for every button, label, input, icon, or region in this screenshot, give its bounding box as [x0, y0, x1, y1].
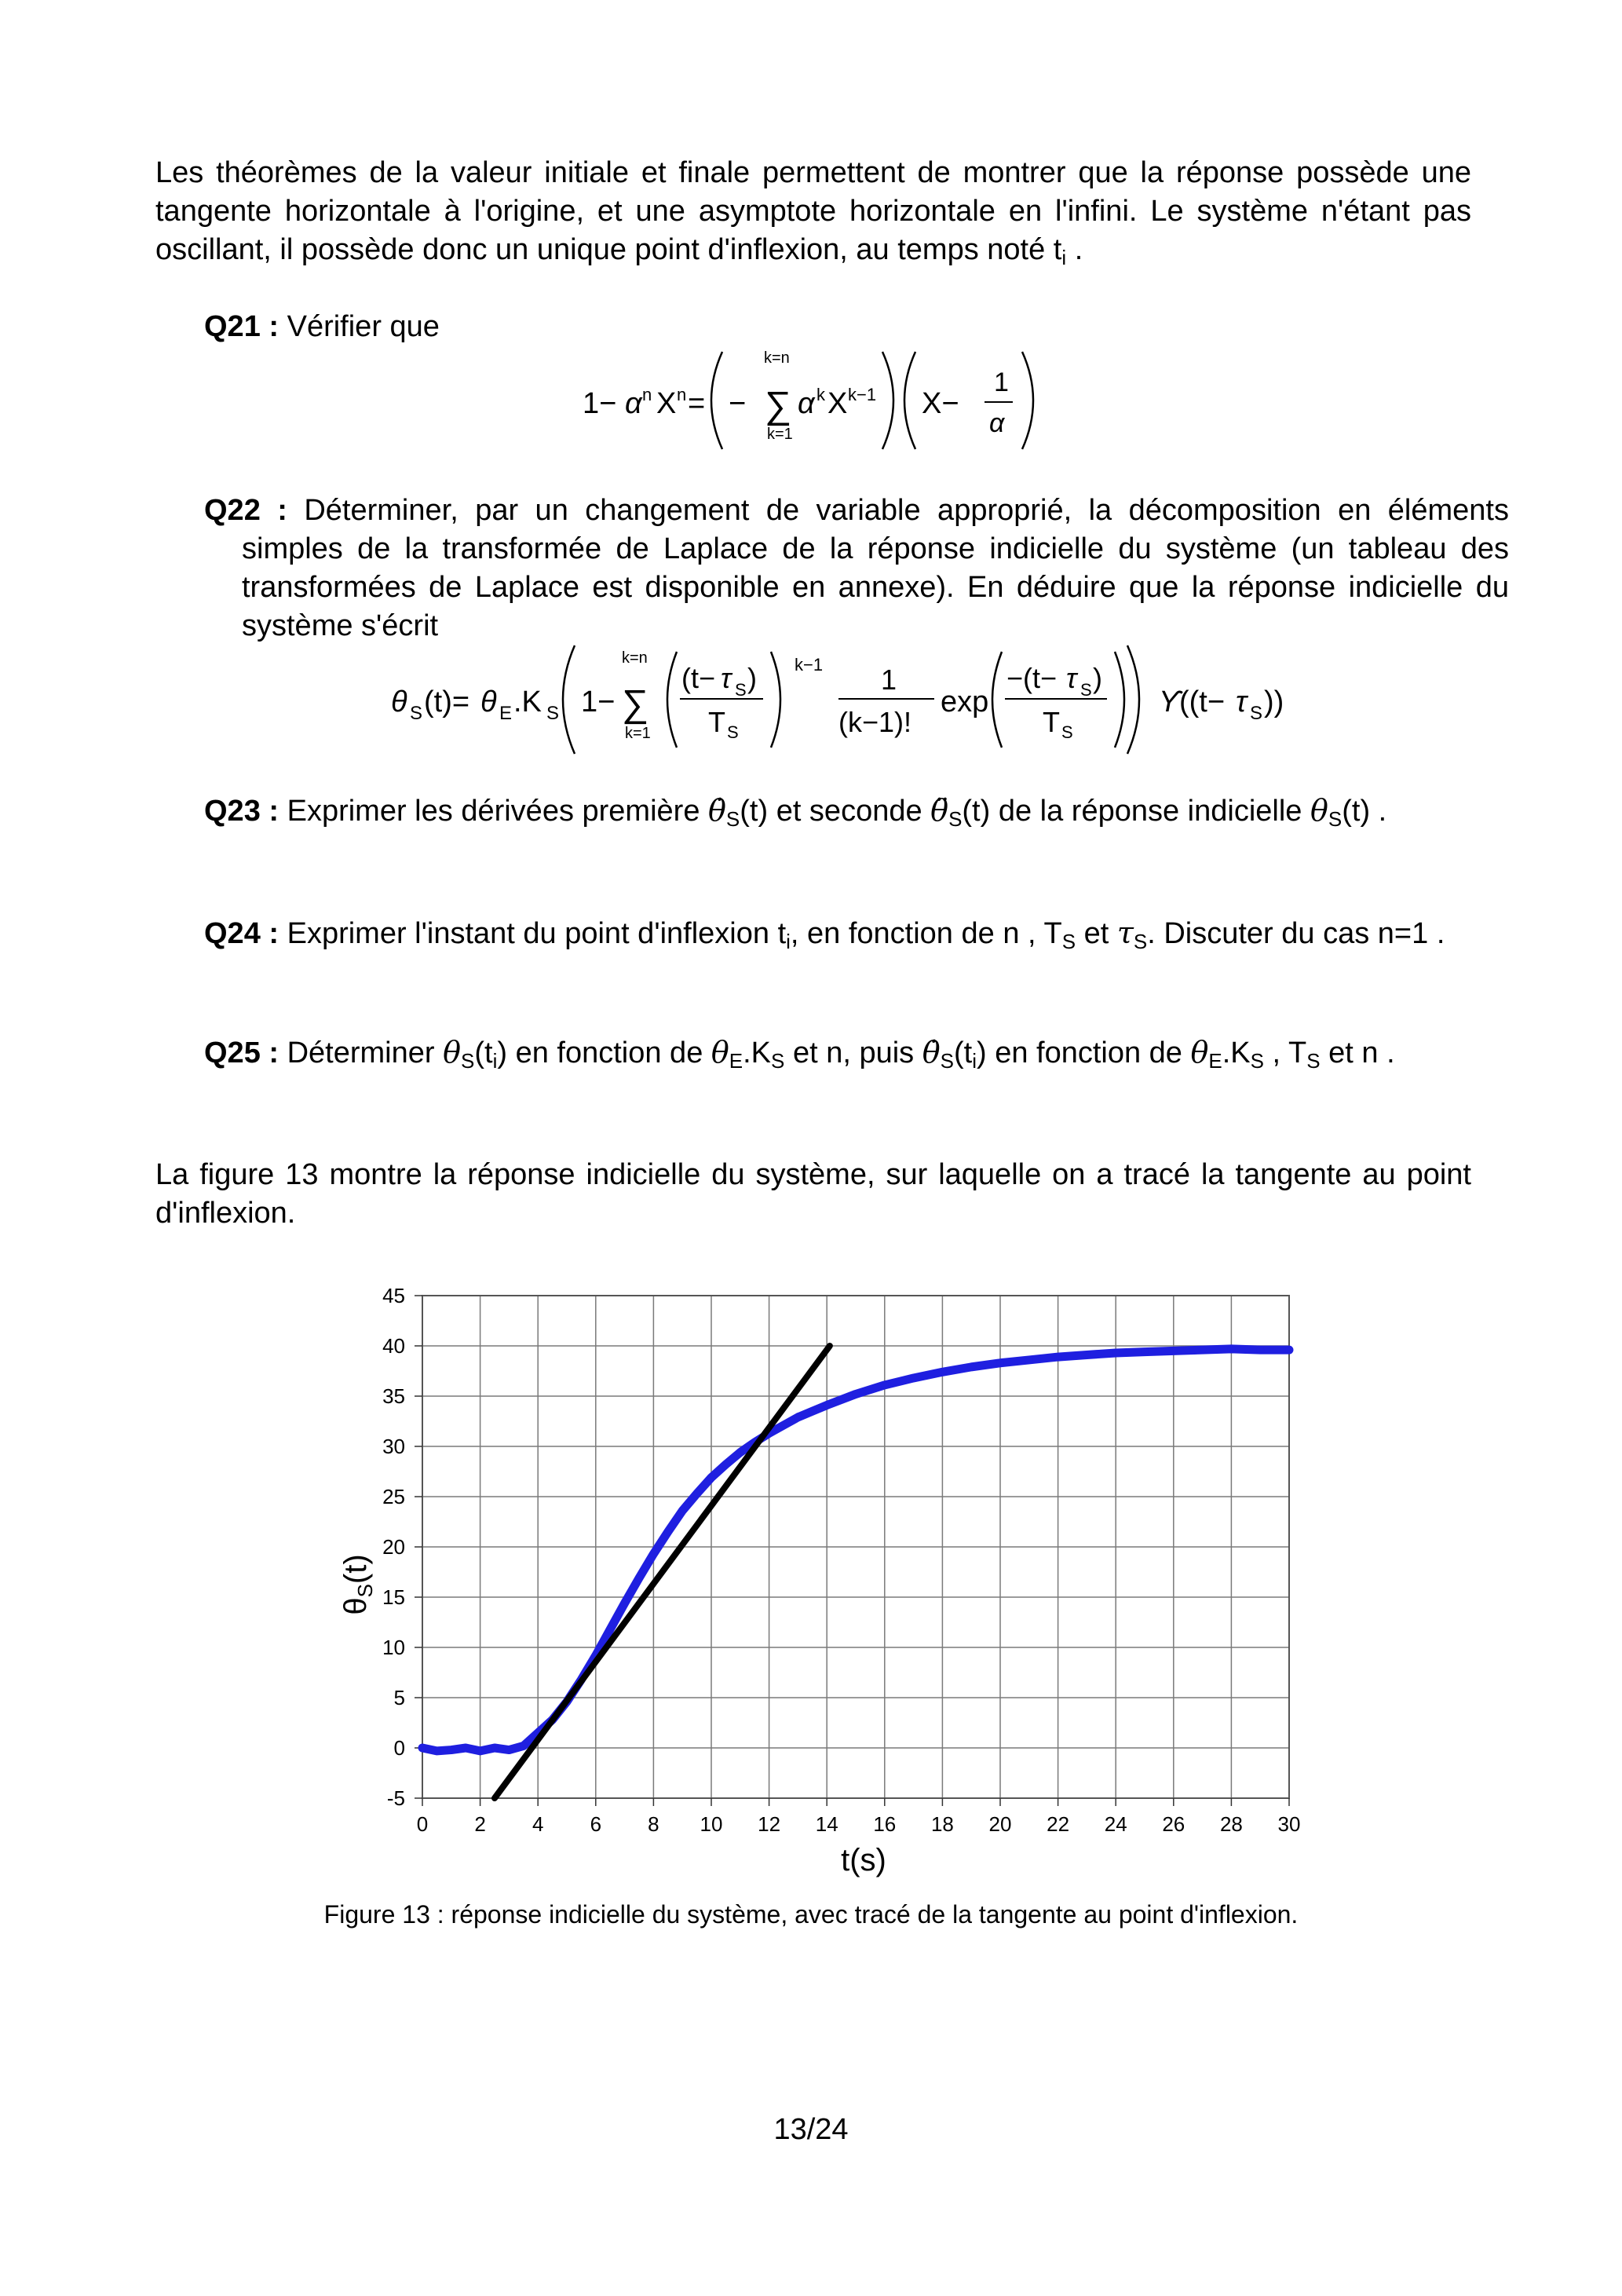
intro-text: Les théorèmes de la valeur initiale et finale permettent de montrer que la réponse possède une tangente horizontale à l'origine, et une asymptote horizontale en l'infini. Le système n'étant pas oscillant, il possède donc un unique point d'inflexion, au temps noté [155, 156, 1471, 266]
data-point [1256, 1346, 1264, 1354]
q25-text-f: et [1328, 1036, 1353, 1069]
chart-series [418, 1345, 1293, 1798]
svg-text:(t)=: (t)= [424, 686, 470, 718]
data-point [606, 1625, 614, 1633]
svg-text:S: S [410, 703, 423, 724]
q25-text-a: Déterminer [287, 1036, 435, 1069]
q23-text-c: de la réponse indicielle [998, 795, 1302, 828]
data-point [520, 1742, 528, 1749]
y-tick-label: 15 [382, 1585, 405, 1609]
q24-text-b: , en fonction de [790, 917, 995, 950]
data-point [1141, 1348, 1149, 1356]
data-point [881, 1381, 889, 1389]
figure-caption: Figure 13 : réponse indicielle du système, avec tracé de la tangente au point d'inflexion. [323, 1900, 1299, 1929]
svg-text:τ: τ [1236, 686, 1248, 718]
svg-text:ϒ: ϒ [1159, 686, 1181, 718]
q24-text-a: Exprimer l'instant du point d'inflexion [287, 917, 769, 950]
data-point [1285, 1346, 1293, 1354]
x-tick-label: 24 [1104, 1812, 1127, 1836]
svg-text:T: T [1043, 706, 1060, 738]
svg-text:θ: θ [391, 686, 407, 718]
svg-text:((t−: ((t− [1179, 686, 1226, 718]
x-tick-label: 26 [1162, 1812, 1185, 1836]
q24-label: Q24 : [204, 917, 279, 950]
svg-text:(k−1)!: (k−1)! [838, 706, 912, 738]
figure-intro-text: La figure 13 montre la réponse indicielle du système, sur laquelle on a tracé la tangente au point d'inflexion. [155, 1158, 1471, 1230]
svg-text:.K: .K [513, 686, 542, 718]
y-tick-label: 10 [382, 1636, 405, 1659]
svg-text:S: S [1250, 703, 1263, 724]
data-point [635, 1574, 643, 1582]
x-tick-label: 30 [1277, 1812, 1301, 1836]
svg-text:k−1: k−1 [848, 385, 877, 404]
data-point [852, 1390, 860, 1398]
question-q24: Q24 : Exprimer l'instant du point d'inflexion $t_i$, en fonction de n , $T_S$ et $\tau_S$. Discuter du cas n=1 . [204, 916, 1445, 953]
svg-text:1−: 1− [581, 686, 616, 718]
svg-text:1: 1 [881, 664, 897, 696]
x-tick-label: 16 [873, 1812, 897, 1836]
x-axis-label: t(s) [841, 1843, 886, 1877]
q23-text-b: et seconde [776, 795, 922, 828]
data-point [736, 1449, 744, 1457]
data-point [996, 1359, 1004, 1367]
data-point [1112, 1349, 1120, 1357]
svg-text:1: 1 [994, 367, 1009, 397]
data-point [707, 1474, 715, 1482]
data-point [621, 1600, 629, 1607]
svg-text:1−: 1− [583, 387, 617, 420]
data-point [448, 1746, 455, 1754]
y-tick-label: 45 [382, 1284, 405, 1307]
intro-paragraph: Les théorèmes de la valeur initiale et finale permettent de montrer que la réponse possède une tangente horizontale à l'origine, et une asymptote horizontale en l'infini. Le système n'étant pas oscillant, il possède donc un unique point d'inflexion, au temps noté $t_i$ . [155, 156, 1471, 269]
x-tick-label: 6 [590, 1812, 602, 1836]
data-point [664, 1528, 672, 1536]
q25-text-b: en fonction de [515, 1036, 703, 1069]
q25-text-c: et [792, 1036, 818, 1069]
data-point [462, 1744, 469, 1752]
q25-text-e: en fonction de [995, 1036, 1182, 1069]
q22-label: Q22 : [204, 494, 287, 527]
data-point [1054, 1353, 1062, 1361]
data-point [721, 1461, 729, 1468]
x-tick-label: 12 [758, 1812, 781, 1836]
svg-text:): ) [747, 662, 757, 694]
svg-text:S: S [546, 703, 560, 724]
data-point [649, 1550, 657, 1558]
svg-text:k−1: k−1 [795, 655, 824, 675]
svg-text:S: S [1080, 680, 1092, 700]
y-tick-label: 20 [382, 1535, 405, 1559]
svg-text:S: S [727, 722, 739, 742]
question-q23: Q23 : Exprimer les dérivées première $\thetȧ_S(t)$ et seconde $\thetä_S(t)$ de la réponse indicielle $\theta_S(t)$ . [204, 793, 1387, 831]
data-point [1170, 1347, 1178, 1355]
q24-text-c: et [1083, 917, 1109, 950]
svg-text:E: E [499, 703, 513, 724]
svg-text:τ: τ [721, 662, 732, 694]
y-tick-label: 40 [382, 1334, 405, 1358]
data-point [433, 1747, 440, 1755]
svg-text:T: T [708, 706, 725, 738]
svg-text:∑: ∑ [622, 683, 649, 725]
q21-text: Vérifier que [287, 310, 440, 343]
y-tick-label: 5 [393, 1686, 405, 1709]
q21-label: Q21 : [204, 310, 279, 343]
x-tick-label: 28 [1219, 1812, 1243, 1836]
data-point [809, 1407, 816, 1415]
x-tick-label: 18 [930, 1812, 954, 1836]
data-point [794, 1413, 802, 1421]
y-tick-label: 25 [382, 1485, 405, 1508]
data-point [823, 1402, 831, 1409]
svg-text:−(t−: −(t− [1006, 662, 1058, 694]
q25-label: Q25 : [204, 1036, 279, 1069]
series-inflection-tangent [495, 1346, 830, 1798]
q23-label: Q23 : [204, 795, 279, 828]
svg-text:)): )) [1264, 686, 1284, 718]
svg-text:S: S [735, 680, 747, 700]
data-point [938, 1368, 946, 1376]
data-point [780, 1421, 787, 1429]
chart-ticks [382, 1284, 1300, 1836]
data-point [1083, 1351, 1090, 1359]
x-tick-label: 4 [532, 1812, 544, 1836]
svg-text:n: n [677, 385, 687, 404]
svg-text:X: X [656, 387, 677, 420]
svg-text:): ) [1093, 662, 1102, 694]
page-number: 13/24 [773, 2113, 849, 2146]
svg-text:k: k [816, 385, 825, 404]
svg-text:∑: ∑ [765, 385, 792, 426]
x-tick-label: 10 [700, 1812, 723, 1836]
data-point [1227, 1345, 1235, 1353]
y-tick-label: -5 [386, 1786, 405, 1810]
y-axis-label: $\theta_S(t)$ [338, 1554, 377, 1615]
data-point [491, 1744, 499, 1752]
svg-text:k=n: k=n [622, 649, 648, 667]
q24-text-d: . Discuter du cas [1147, 917, 1370, 950]
svg-text:τ: τ [1066, 662, 1077, 694]
svg-text:k=1: k=1 [767, 426, 793, 443]
x-tick-label: 2 [474, 1812, 486, 1836]
svg-text:(t−: (t− [681, 662, 716, 694]
data-point [693, 1490, 701, 1497]
svg-text:exp: exp [941, 686, 989, 718]
y-tick-label: 0 [393, 1736, 405, 1760]
svg-text:−: − [729, 387, 747, 420]
series-step-response [422, 1349, 1289, 1751]
svg-text:α: α [989, 408, 1005, 438]
q22-text: Déterminer, par un changement de variable approprié, la décomposition en éléments simples de la transformée de Laplace de la réponse indicielle du système (un tableau des transformées de Laplace est disponible en annexe). En déduire que la réponse indicielle du système s'écrit [242, 494, 1509, 642]
svg-text:S: S [1061, 722, 1073, 742]
data-point [477, 1747, 484, 1755]
data-point [678, 1507, 686, 1515]
svg-text:α: α [798, 387, 815, 420]
x-tick-label: 8 [648, 1812, 659, 1836]
svg-text:k=n: k=n [764, 349, 790, 367]
svg-text:X−: X− [922, 387, 959, 420]
svg-text:k=1: k=1 [625, 725, 651, 742]
y-tick-label: 35 [382, 1384, 405, 1408]
data-point [418, 1744, 426, 1752]
x-tick-label: 20 [988, 1812, 1012, 1836]
svg-text:X: X [827, 387, 848, 420]
question-q25: Q25 : Déterminer $\theta_S(t_i)$ en fonction de $\theta_E.K_S$ et n, puis $\thetȧ_S(t_i)$ en fonction de $\theta_E.K_S$ , $T_S$ et n . [204, 1035, 1395, 1073]
svg-text:α: α [625, 387, 642, 420]
data-point [910, 1374, 918, 1382]
x-tick-label: 0 [416, 1812, 429, 1836]
x-tick-label: 22 [1047, 1812, 1070, 1836]
ti-symbol: $t_i$ [1053, 233, 1067, 269]
data-point [1025, 1356, 1033, 1364]
svg-text:θ: θ [480, 686, 497, 718]
data-point [1199, 1346, 1207, 1354]
q25-text-d: , puis [842, 1036, 915, 1069]
data-point [505, 1746, 513, 1754]
svg-text:n: n [642, 385, 652, 404]
svg-text:=: = [688, 387, 706, 420]
y-tick-label: 30 [382, 1435, 405, 1458]
q23-text-a: Exprimer les dérivées première [287, 795, 700, 828]
data-point [967, 1363, 975, 1371]
x-tick-label: 14 [815, 1812, 838, 1836]
